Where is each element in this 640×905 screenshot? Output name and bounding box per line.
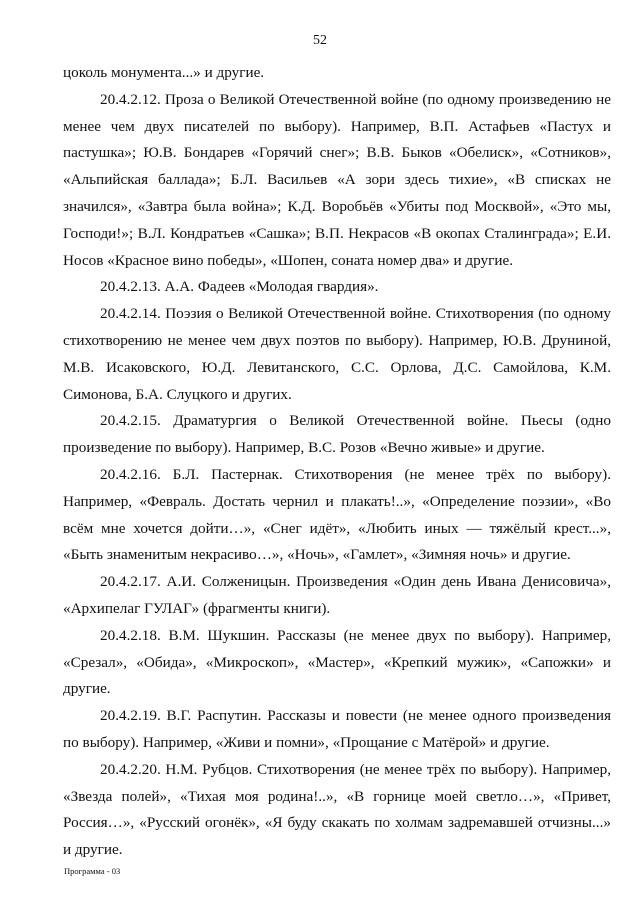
- paragraph-continuation: цоколь монумента...» и другие.: [63, 64, 265, 81]
- paragraph-20-4-2-18: 20.4.2.18. В.М. Шукшин. Рассказы (не менее двух по выбору). Например, «Срезал», «Обида», «Микроскоп», «Мастер», «Крепкий мужик», «Сапожки» и другие.: [63, 626, 611, 698]
- paragraph-20-4-2-19: 20.4.2.19. В.Г. Распутин. Рассказы и повести (не менее одного произведения по выбору). Например, «Живи и помни», «Прощание с Матёрой» и другие.: [63, 707, 611, 751]
- paragraph-20-4-2-14: 20.4.2.14. Поэзия о Великой Отечественной войне. Стихотворения (по одному стихотворению не менее чем двух поэтов по выбору). Например, Ю.В. Друниной, М.В. Исаковского, Ю.Д. Левитанского, С.С. Орлова, Д.С. Самойлова, К.М. Симонова, Б.А. Слуцкого и других.: [63, 305, 611, 403]
- page-footer: Программа - 03: [64, 866, 121, 876]
- paragraph-20-4-2-15: 20.4.2.15. Драматургия о Великой Отечественной войне. Пьесы (одно произведение по выбору). Например, В.С. Розов «Вечно живые» и другие.: [63, 412, 611, 457]
- paragraph-20-4-2-20: 20.4.2.20. Н.М. Рубцов. Стихотворения (не менее трёх по выбору). Например, «Звезда полей», «Тихая моя родина!..», «В горнице моей светло…», «Привет, Россия…», «Русский огонёк», «Я буду скакать по холмам задремавшей отчизны...» и другие.: [63, 760, 611, 859]
- paragraph-20-4-2-12: 20.4.2.12. Проза о Великой Отечественной войне (по одному произведению не менее чем двух писателей по выбору). Например, В.П. Астафьев «Пастух и пастушка»; Ю.В. Бондарев «Горячий снег»; В.В. Быков «Обелиск», «Сотников», «Альпийская баллада»; Б.Л. Васильев «А зори здесь тихие», «В списках не значился», «Завтра была война»; К.Д. Воробьёв «Убиты под Москвой», «Это мы, Господи!»; В.Л. Кондратьев «Сашка»; В.П. Некрасов «В окопах Сталинграда»; Е.И. Носов «Красное вино победы», «Шопен, соната номер два» и другие.: [63, 90, 611, 269]
- page-number: 52: [313, 33, 327, 48]
- paragraph-20-4-2-16: 20.4.2.16. Б.Л. Пастернак. Стихотворения (не менее трёх по выбору). Например, «Февраль. Достать чернил и плакать!..», «Определение поэзии», «Во всём мне хочется дойти…», «Снег идёт», «Любить иных — тяжёлый крест...», «Быть знаменитым некрасиво…», «Ночь», «Гамлет», «Зимняя ночь» и другие.: [63, 465, 611, 564]
- paragraph-20-4-2-13: 20.4.2.13. А.А. Фадеев «Молодая гвардия».: [100, 278, 379, 296]
- document-body: [63, 60, 611, 864]
- paragraph-20-4-2-17: 20.4.2.17. А.И. Солженицын. Произведения «Один день Ивана Денисовича», «Архипелаг ГУЛАГ» (фрагменты книги).: [63, 573, 611, 617]
